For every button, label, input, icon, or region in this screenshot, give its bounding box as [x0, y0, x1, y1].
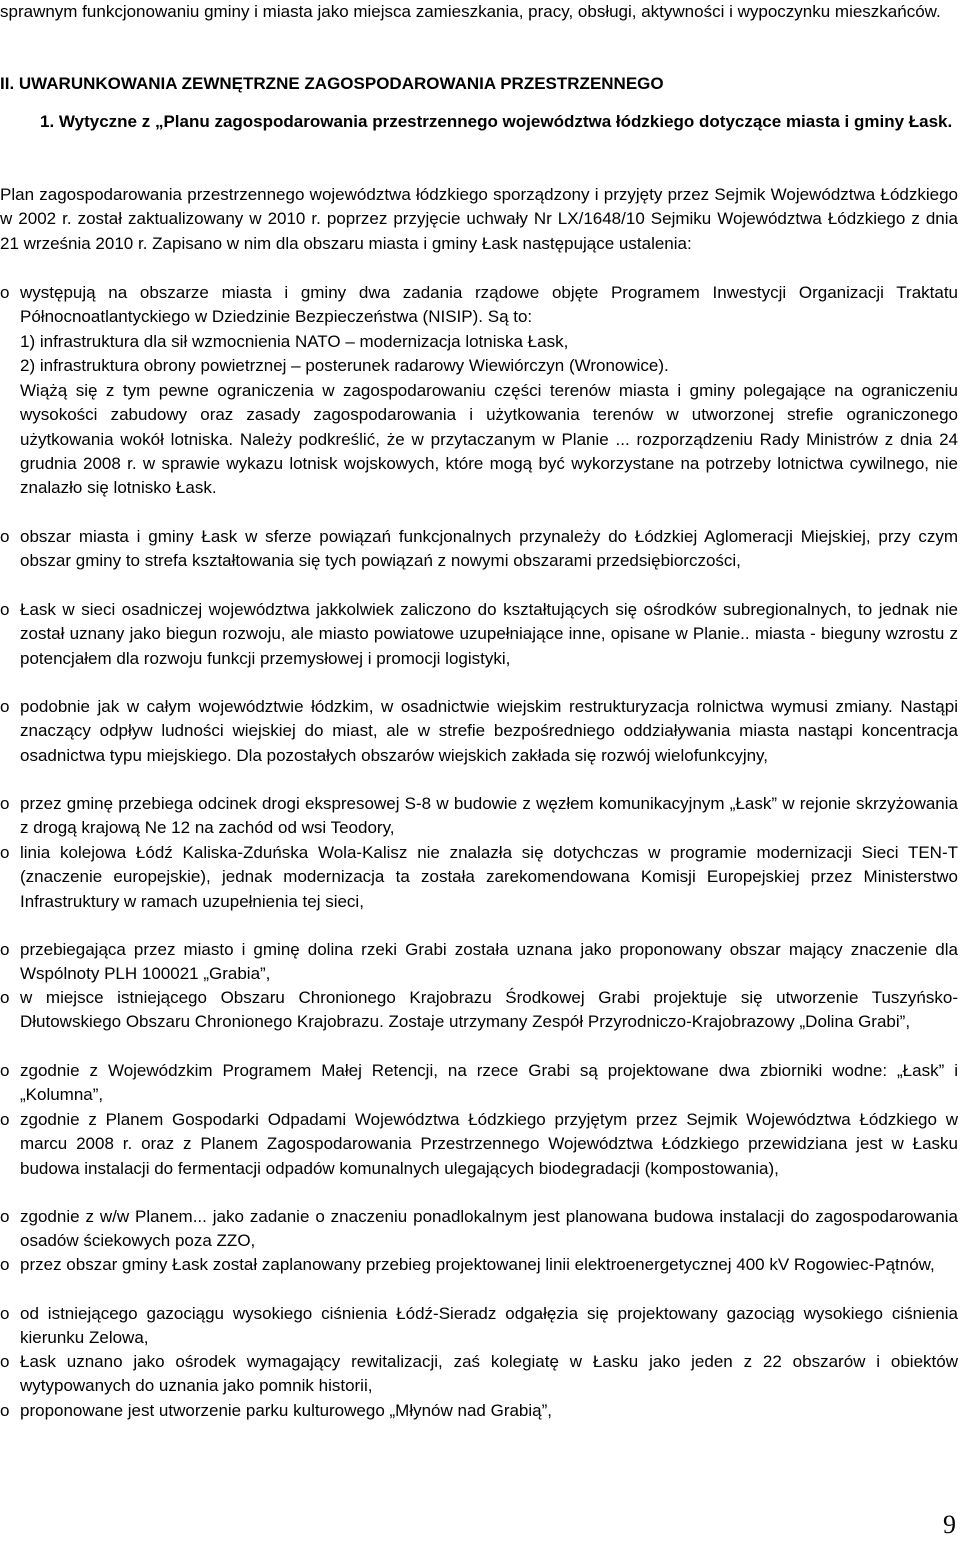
- plan-paragraph: Plan zagospodarowania przestrzennego województwa łódzkiego sporządzony i przyjęty przez Sejmik Województwa Łódzkiego w 2002 r. został zaktualizowany w 2010 r. poprzez przyjęcie uchwały Nr LX/1648/10 Sejmiku Województwa Łódzkiego z dnia 21 września 2010 r. Zapisano w nim dla obszaru miasta i gminy Łask następujące ustalenia:: [0, 185, 958, 253]
- list-item: [0, 281, 958, 330]
- bullet-marker: o: [0, 600, 10, 619]
- subheading-text: 1. Wytyczne z „Planu zagospodarowania przestrzennego województwa łódzkiego dotyczące miasta i gminy Łask.: [40, 112, 953, 131]
- list-item-text: zgodnie z w/w Planem... jako zadanie o znaczeniu ponadlokalnym jest planowana budowa instalacji do zagospodarowania osadów ściekowych poza ZZO,: [20, 1207, 958, 1251]
- list-item-text: podobnie jak w całym województwie łódzkim, w osadnictwie wiejskim restrukturyzacja rolnictwa wymusi zmiany. Nastąpi znaczący odpływ ludności wiejskiej do miast, ale w strefie bezpośredniego oddziaływania miasta nastąpi koncentracja osadnictwa typu miejskiego. Dla pozostałych obszarów wiejskich zakłada się rozwój wielofunkcyjny,: [20, 697, 958, 765]
- bullet-marker: o: [0, 940, 10, 959]
- sub-item-2: 2) infrastruktura obrony powietrznej – posterunek radarowy Wiewiórczyn (Wronowice).: [20, 356, 669, 375]
- bullet-marker: o: [0, 1110, 10, 1129]
- bullet-marker: o: [0, 1061, 10, 1080]
- list-item-text: proponowane jest utworzenie parku kulturowego „Młynów nad Grabią”,: [20, 1401, 553, 1420]
- list-item: [0, 1108, 958, 1181]
- list-item-text: linia kolejowa Łódź Kaliska-Zduńska Wola-Kalisz nie znalazła się dotychczas w programie modernizacji Sieci TEN-T (znaczenie europejskie), jednak modernizacja ta została zarekomendowana Komisji Europejskiej przez Ministerstwo Infrastruktury w ramach uzupełnienia tej sieci,: [20, 843, 958, 911]
- bullet-marker: o: [0, 527, 10, 546]
- bullet-marker: o: [0, 1207, 10, 1226]
- item-note: Wiążą się z tym pewne ograniczenia w zagospodarowaniu części terenów miasta i gminy polegające na ograniczeniu wysokości zabudowy oraz zasady zagospodarowania i użytkowania terenów w utworzonej strefie ograniczonego użytkowania wokół lotniska. Należy podkreślić, że w przytaczanym w Planie ... rozporządzeniu Rady Ministrów z dnia 24 grudnia 2008 r. w sprawie wykazu lotnisk wojskowych, które mogą być wykorzystane na potrzeby lotnictwa cywilnego, nie znalazło się lotnisko Łask.: [20, 381, 958, 498]
- list-item: [0, 695, 958, 768]
- list-item: [0, 938, 958, 987]
- bullet-marker: o: [0, 1255, 10, 1274]
- section-heading: II. UWARUNKOWANIA ZEWNĘTRZNE ZAGOSPODAROWANIA PRZESTRZENNEGO: [0, 74, 664, 93]
- list-item-text: zgodnie z Wojewódzkim Programem Małej Retencji, na rzece Grabi są projektowane dwa zbiorniki wodne: „Łask” i „Kolumna”,: [20, 1061, 958, 1105]
- intro-paragraph: sprawnym funkcjonowaniu gminy i miasta jako miejsca zamieszkania, pracy, obsługi, aktywności i wypoczynku mieszkańców.: [0, 2, 941, 21]
- list-item: [0, 598, 958, 671]
- list-item-text: przez gminę przebiega odcinek drogi ekspresowej S-8 w budowie z węzłem komunikacyjnym „Łask” w rejonie skrzyżowania z drogą krajową Ne 12 na zachód od wsi Teodory,: [20, 794, 958, 838]
- bullet-marker: o: [0, 843, 10, 862]
- bullet-marker: o: [0, 1352, 10, 1371]
- list-item-text: zgodnie z Planem Gospodarki Odpadami Województwa Łódzkiego przyjętym przez Sejmik Województwa Łódzkiego w marcu 2008 r. oraz z Planem Zagospodarowania Przestrzennego Województwa Łódzkiego przewidziana jest w Łasku budowa instalacji do fermentacji odpadów komunalnych ulegających biodegradacji (kompostowania),: [20, 1110, 958, 1178]
- list-item-text: przez obszar gminy Łask został zaplanowany przebieg projektowanej linii elektroenergetycznej 400 kV Rogowiec-Pątnów,: [20, 1255, 935, 1274]
- list-item: [0, 1253, 958, 1277]
- list-item: [0, 1302, 958, 1351]
- bullet-marker: o: [0, 283, 10, 302]
- list-item-text: obszar miasta i gminy Łask w sferze powiązań funkcjonalnych przynależy do Łódzkiej Aglomeracji Miejskiej, przy czym obszar gminy to strefa kształtowania się tych powiązań z nowymi obszarami przedsiębiorczości,: [20, 527, 958, 571]
- bullet-marker: o: [0, 794, 10, 813]
- bullet-marker: o: [0, 1401, 10, 1420]
- list-item-text: występują na obszarze miasta i gminy dwa zadania rządowe objęte Programem Inwestycji Organizacji Traktatu Północnoatlantyckiego w Dziedzinie Bezpieczeństwa (NISIP). Są to:: [20, 283, 958, 327]
- list-item: [0, 792, 958, 841]
- list-item-text: w miejsce istniejącego Obszaru Chronionego Krajobrazu Środkowej Grabi projektuje się utworzenie Tuszyńsko-Dłutowskiego Obszaru Chronionego Krajobrazu. Zostaje utrzymany Zespół Przyrodniczo-Krajobrazowy „Dolina Grabi”,: [20, 988, 958, 1032]
- list-item-text: Łask w sieci osadniczej województwa jakkolwiek zaliczono do kształtujących się ośrodków subregionalnych, to jednak nie został uznany jako biegun rozwoju, ale miasto powiatowe uzupełniające inne, opisane w Planie.. miasta - bieguny wzrostu z potencjałem dla rozwoju funkcji przemysłowej i promocji logistyki,: [20, 600, 958, 668]
- bullet-marker: o: [0, 1304, 10, 1323]
- list-item-text: Łask uznano jako ośrodek wymagający rewitalizacji, zaś kolegiatę w Łasku jako jeden z 22 obszarów i obiektów wytypowanych do uznania jako pomnik historii,: [20, 1352, 958, 1396]
- list-item: [0, 1350, 958, 1399]
- bullet-marker: o: [0, 697, 10, 716]
- subheading: [0, 110, 958, 134]
- list-item: [0, 525, 958, 574]
- list-item-text: przebiegająca przez miasto i gminę dolina rzeki Grabi została uznana jako proponowany obszar mający znaczenie dla Wspólnoty PLH 100021 „Grabia”,: [20, 940, 958, 984]
- list-item: [0, 1059, 958, 1108]
- list-item: [0, 1205, 958, 1254]
- list-item: [0, 1399, 958, 1423]
- list-item: [0, 841, 958, 914]
- list-item: [0, 986, 958, 1035]
- sub-item-1: 1) infrastruktura dla sił wzmocnienia NATO – modernizacja lotniska Łask,: [20, 332, 569, 351]
- bullet-marker: o: [0, 988, 10, 1007]
- page-number: 9: [943, 1510, 956, 1539]
- list-item-text: od istniejącego gazociągu wysokiego ciśnienia Łódź-Sieradz odgałęzia się projektowany gazociąg wysokiego ciśnienia kierunku Zelowa,: [20, 1304, 958, 1348]
